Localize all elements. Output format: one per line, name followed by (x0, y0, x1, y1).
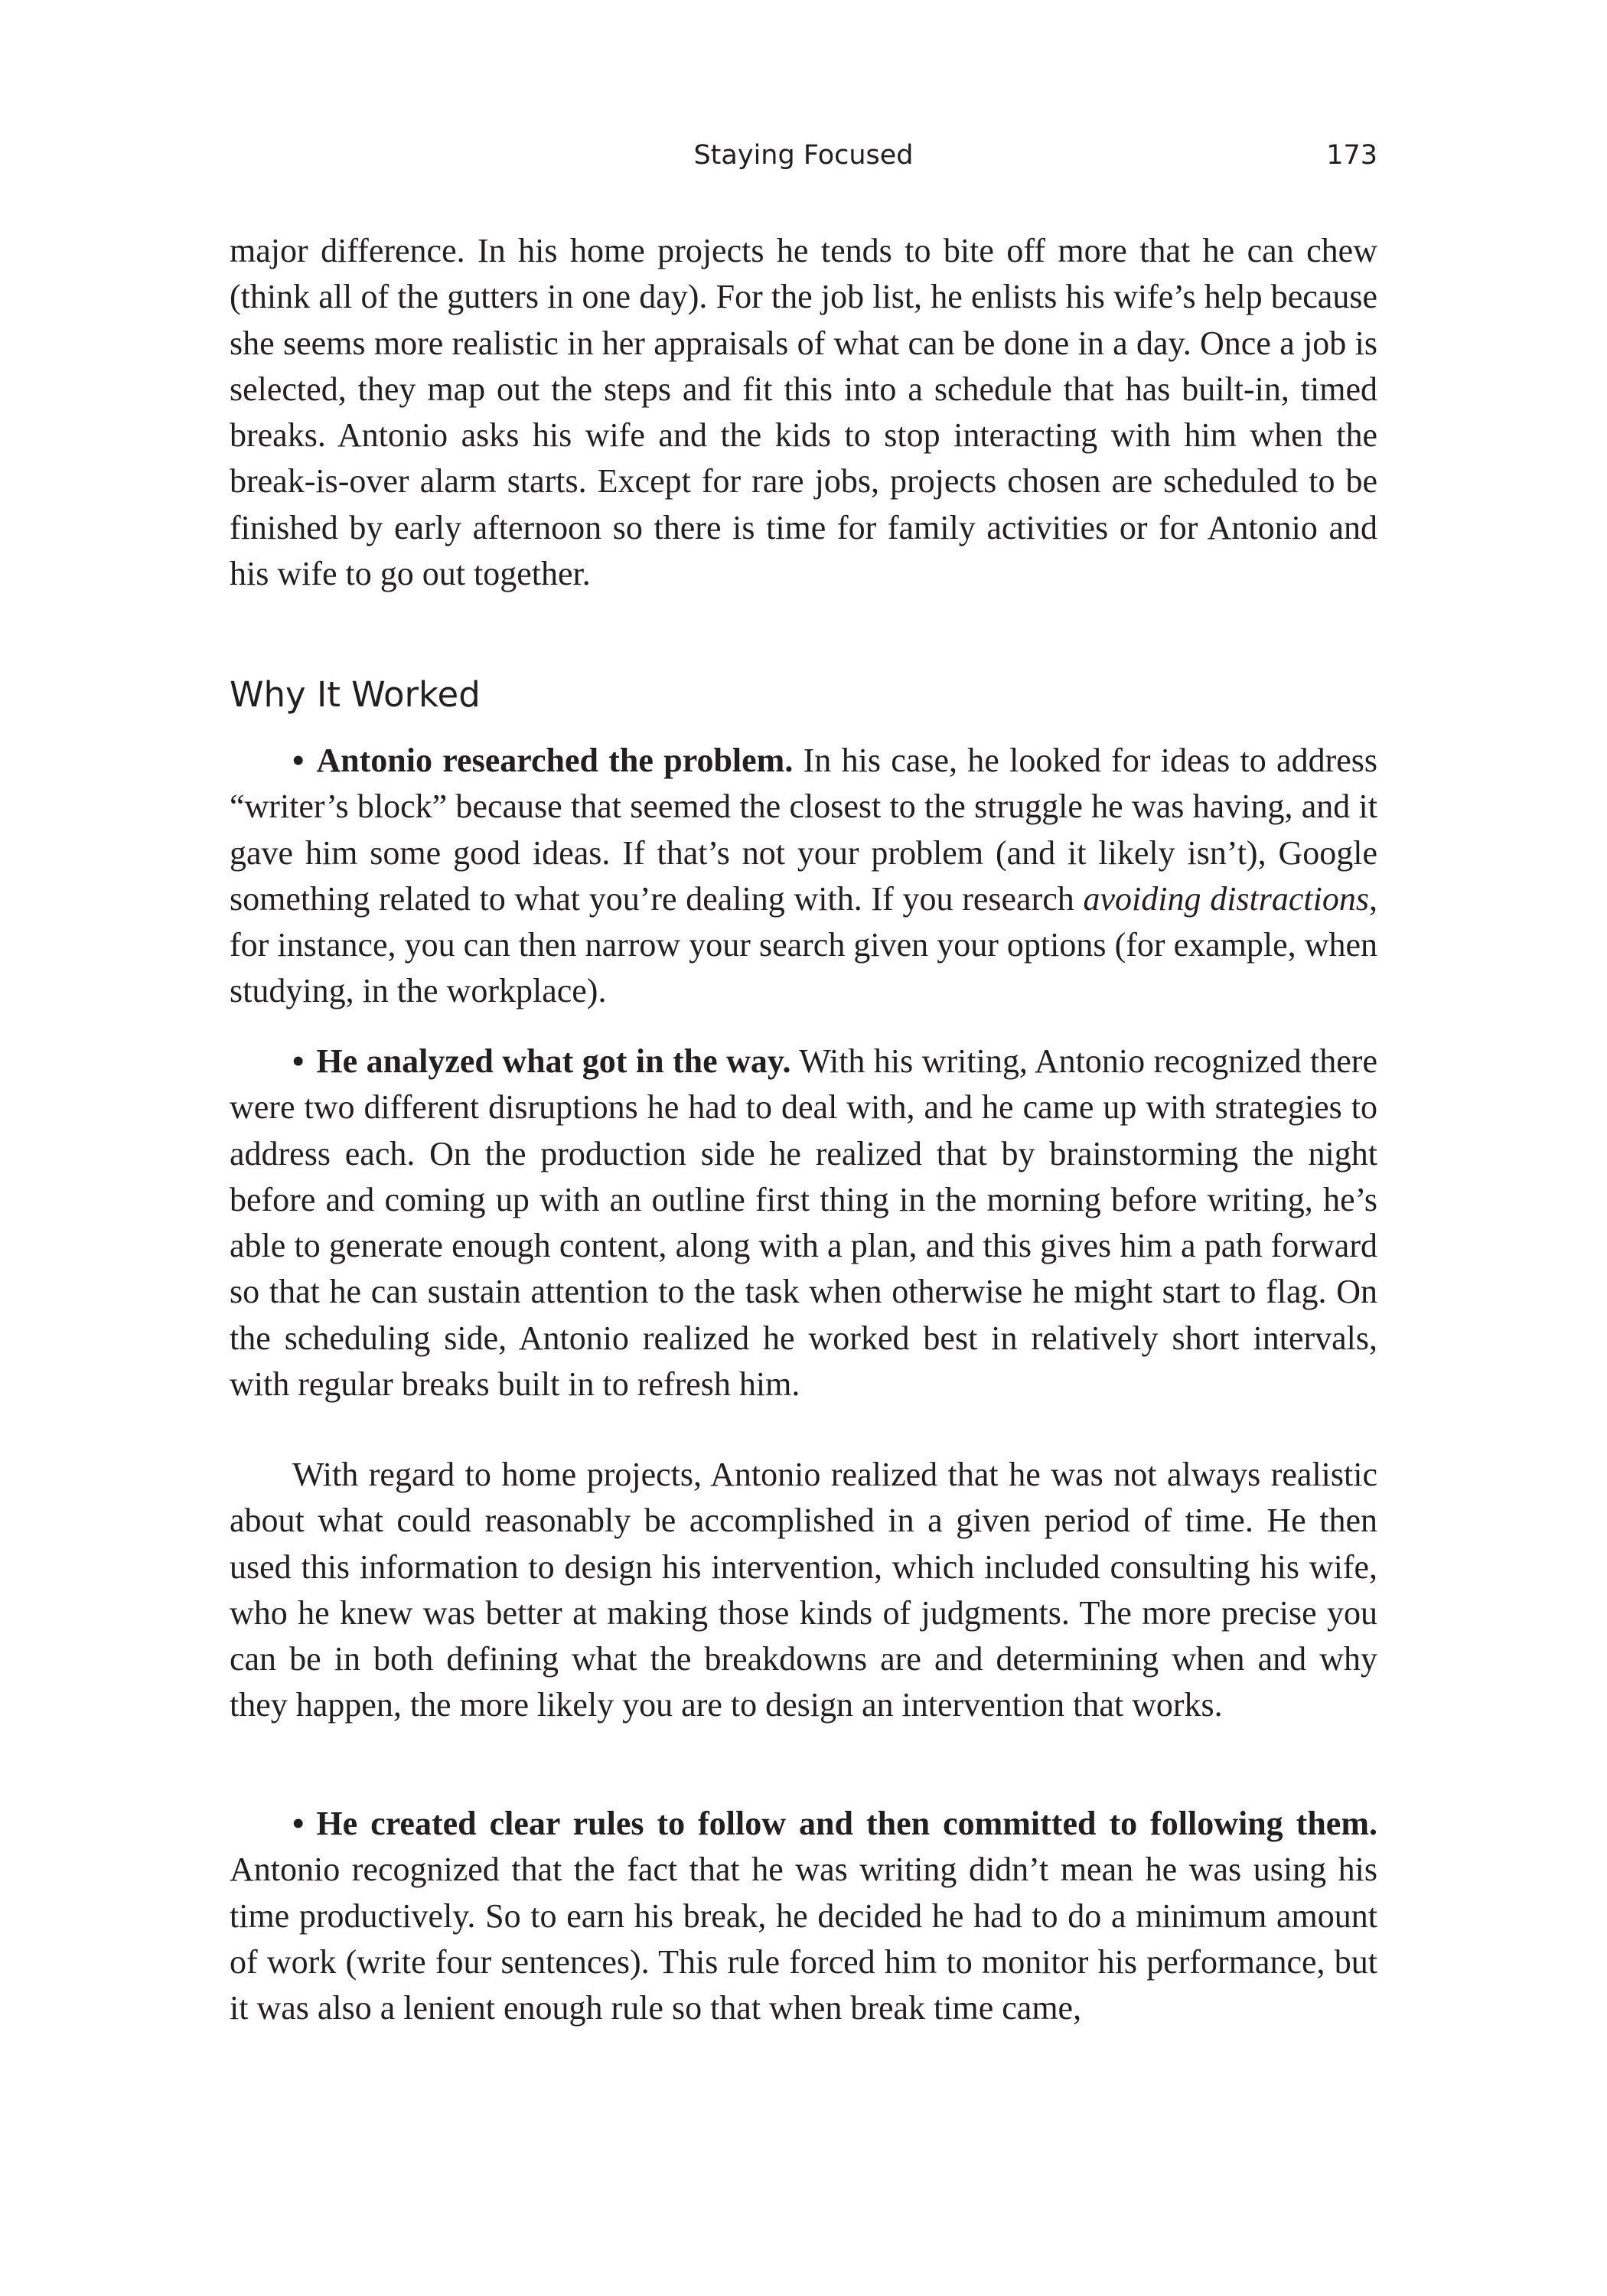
running-head-title: Staying Focused (693, 140, 914, 171)
running-head (230, 134, 1377, 177)
bullet-text-research: In his case, he looked for ideas to address “writer’s block” because that seemed the closest to the struggle he was having, and it gave him some good ideas. If that’s not your problem (and it likely isn’t), Google something related to what you’re dealing with. If you research (230, 742, 1378, 918)
bullet-lead-rules: He created clear rules to follow and then committed to following them. (316, 1805, 1377, 1842)
bullet-icon: • (292, 1042, 305, 1080)
bullet-lead-analysis: He analyzed what got in the way. (316, 1042, 791, 1080)
bullet-paragraph-analysis (230, 1039, 1377, 1407)
bullet-text-analysis: With his writing, Antonio recognized there were two different disruptions he had to deal with, and he came up with strategies to address each. On the production side he realized that by brainstorming the night before and coming up with an outline first thing in the morning before writing, he’s able to generate enough content, along with a plan, and this gives him a path forward so that he can sustain attention to the task when otherwise he might start to flag. On the scheduling side, Antonio realized he worked best in relatively short intervals, with regular breaks built in to refresh him. (230, 1042, 1377, 1404)
page-number: 173 (1326, 140, 1377, 171)
italic-term: avoiding distractions (1083, 879, 1370, 918)
bullet-lead-research: Antonio researched the problem. (316, 742, 794, 779)
bullet-icon: • (292, 1805, 305, 1842)
bullet-paragraph-rules (230, 1801, 1377, 2031)
bullet-icon: • (292, 742, 305, 779)
section-heading: Why It Worked (230, 674, 481, 715)
bullet-text-rules: Antonio recognized that the fact that he was writing didn’t mean he was using his time productively. So to earn his break, he decided he had to do a minimum amount of work (write four sentences). This rule forced him to monitor his performance, but it was also a lenient enough rule so that when break time came, (230, 1851, 1377, 2027)
bullet-text-research-end: , for instance, you can then narrow your search given your options (for example, when studying, in the workplace). (230, 879, 1378, 1010)
home-projects-paragraph: With regard to home projects, Antonio realized that he was not always realistic about what could reasonably be accomplished in a given period of time. He then used this information to design his intervention, which included consulting his wife, who he knew was better at making those kinds of judgments. The more precise you can be in both defining what the breakdowns are and determining when and why they happen, the more likely you are to design an intervention that works. (230, 1456, 1377, 1724)
bullet-paragraph-research (230, 738, 1377, 1015)
continuation-paragraph: major difference. In his home projects he tends to bite off more that he can chew (think all of the gutters in one day). For the job list, he enlists his wife’s help because she seems more realistic in her appraisals of what can be done in a day. Once a job is selected, they map out the steps and fit this into a schedule that has built-in, timed breaks. Antonio asks his wife and the kids to stop interacting with him when the break-is-over alarm starts. Except for rare jobs, projects chosen are scheduled to be finished by early afternoon so there is time for family activities or for Antonio and his wife to go out together. (230, 232, 1377, 593)
